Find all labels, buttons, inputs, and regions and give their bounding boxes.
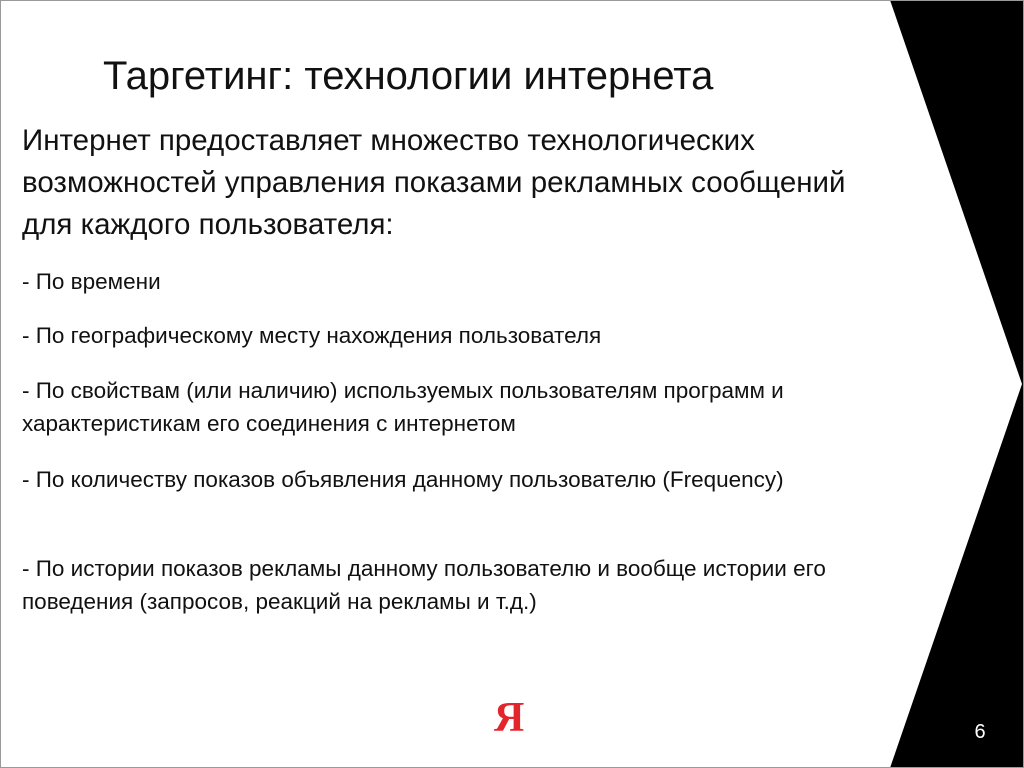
page-number: 6: [974, 721, 986, 743]
yandex-logo-icon: Я: [494, 695, 525, 741]
list-item-geography: - По географическому месту нахождения пользователя: [22, 323, 602, 348]
slide-title: Таргетинг: технологии интернета: [103, 54, 714, 98]
slide-intro-paragraph: Интернет предоставляет множество технологических возможностей управления показами рекламных сообщений для каждого пользователя:: [22, 124, 846, 241]
list-item-software-properties: - По свойствам (или наличию) используемых пользователям программ и характеристикам его соединения с интернетом: [22, 378, 784, 436]
list-item-time: - По времени: [22, 269, 161, 294]
list-item-frequency: - По количеству показов объявления данному пользователю (Frequency): [22, 467, 784, 492]
list-item-history: - По истории показов рекламы данному пользователю и вообще истории его поведения (запросов, реакций на рекламы и т.д.): [22, 556, 826, 614]
